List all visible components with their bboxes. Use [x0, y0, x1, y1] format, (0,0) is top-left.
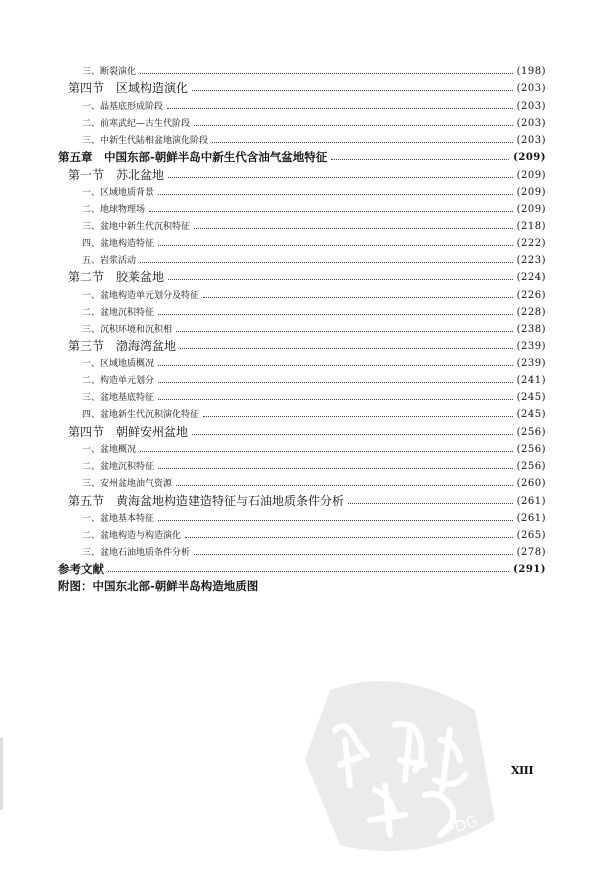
dot-leader: [158, 468, 513, 469]
toc-chapter: [58, 558, 546, 575]
toc-entry-title: 二、盆地沉积特征: [82, 307, 155, 318]
toc-page-number: (261): [516, 512, 546, 524]
toc-entry-title: 二、前寒武纪—古生代阶段: [82, 118, 191, 129]
toc-entry-title: 三、盆地中新生代沉积特征: [82, 221, 191, 232]
dot-leader: [158, 245, 513, 246]
dot-leader: [158, 365, 513, 366]
dot-leader: [185, 537, 513, 538]
toc-page-number: (203): [516, 83, 546, 95]
toc-appendix: 附图：中国东北部-朝鲜半岛构造地质图: [58, 579, 259, 594]
toc-section: [58, 335, 546, 352]
toc-entry-title: 一、晶基底形成阶段: [82, 101, 164, 112]
dot-leader: [348, 503, 513, 504]
toc-entry-title: 四、盆地新生代沉积演化特征: [82, 410, 200, 421]
toc-page-number: (256): [516, 443, 546, 455]
toc-entry-title: 一、区域地质概况: [82, 359, 155, 370]
toc-section: [58, 266, 546, 283]
toc-entry-title: 三、断裂演化: [82, 67, 137, 78]
dot-leader: [158, 194, 513, 195]
toc-item: [58, 369, 546, 386]
table-of-contents: [58, 60, 546, 593]
dot-leader: [176, 485, 513, 486]
toc-entry-title: 第四节 朝鲜安州盆地: [68, 424, 189, 439]
toc-entry-title: 五、岩浆活动: [82, 256, 137, 267]
toc-entry-title: 第一节 苏北盆地: [68, 167, 165, 182]
dot-leader: [140, 451, 513, 452]
toc-entry-title: 第二节 胶莱盆地: [68, 270, 165, 285]
toc-page-number: (209): [516, 203, 546, 215]
toc-page-number: (239): [516, 358, 546, 370]
dot-leader: [192, 434, 513, 435]
library-stamp-watermark: [300, 670, 500, 860]
toc-item: [58, 403, 546, 420]
dot-leader: [192, 90, 513, 91]
toc-page-number: (256): [516, 461, 546, 473]
toc-entry-title: 一、区域地质背景: [82, 187, 155, 198]
toc-section: [58, 163, 546, 180]
page-number: XIII: [511, 764, 533, 777]
dot-leader: [158, 520, 513, 521]
toc-item: [58, 472, 546, 489]
toc-item: [58, 455, 546, 472]
toc-item: [58, 249, 546, 266]
dot-leader: [194, 228, 513, 229]
toc-entry-title: 三、盆地基底特征: [82, 393, 155, 404]
toc-item: [58, 181, 546, 198]
toc-entry-title: 二、盆地构造与构造演化: [82, 530, 182, 541]
dot-leader: [331, 159, 509, 160]
toc-page-number: (261): [516, 495, 546, 507]
toc-item: [58, 318, 546, 335]
dot-leader: [194, 554, 513, 555]
toc-page-number: (223): [516, 255, 546, 267]
toc-item: [58, 129, 546, 146]
toc-page-number: (222): [516, 237, 546, 249]
dot-leader: [203, 297, 513, 298]
dot-leader: [194, 125, 513, 126]
toc-page-number: (203): [516, 134, 546, 146]
toc-item: [58, 352, 546, 369]
dot-leader: [168, 279, 513, 280]
toc-entry-title: 二、地球物理场: [82, 204, 146, 215]
dot-leader: [203, 416, 513, 417]
dot-leader: [158, 314, 513, 315]
toc-section: [58, 420, 546, 437]
dot-leader: [140, 262, 513, 263]
toc-entry-title: 四、盆地构造特征: [82, 238, 155, 249]
dot-leader: [140, 73, 513, 74]
toc-page-number: (209): [516, 169, 546, 181]
toc-page-number: (241): [516, 375, 546, 387]
dot-leader: [158, 382, 513, 383]
toc-section: [58, 489, 546, 506]
toc-entry-title: 二、盆地沉积特征: [82, 462, 155, 473]
dot-leader: [167, 108, 513, 109]
toc-page-number: (238): [516, 323, 546, 335]
toc-entry-title: 参考文献: [58, 561, 104, 576]
toc-page-number: (245): [516, 392, 546, 404]
toc-entry-title: 三、安州盆地油气资源: [82, 479, 173, 490]
toc-section: [58, 77, 546, 94]
toc-item: [58, 198, 546, 215]
toc-entry-title: 一、盆地概况: [82, 444, 137, 455]
toc-entry-title: 三、沉积环境和沉积相: [82, 324, 173, 335]
dot-leader: [168, 177, 513, 178]
toc-page-number: (245): [516, 409, 546, 421]
toc-page-number: (224): [516, 272, 546, 284]
toc-page-number: (209): [513, 152, 546, 164]
toc-entry-title: 第四节 区域构造演化: [68, 81, 189, 96]
toc-page-number: (265): [516, 529, 546, 541]
toc-page-number: (260): [516, 478, 546, 490]
toc-chapter: [58, 146, 546, 163]
toc-entry-title: 二、构造单元划分: [82, 376, 155, 387]
toc-entry-title: 一、盆地基本特征: [82, 513, 155, 524]
toc-page-number: (291): [513, 564, 546, 576]
toc-item: [58, 60, 546, 77]
toc-entry-title: 三、盆地石油地质条件分析: [82, 547, 191, 558]
toc-item: [58, 524, 546, 541]
toc-entry-title: 三、中新生代陆相盆地演化阶段: [82, 135, 209, 146]
toc-entry-title: 第五节 黄海盆地构造建造特征与石油地质条件分析: [68, 493, 345, 508]
toc-page-number: (239): [516, 341, 546, 353]
toc-page-number: (218): [516, 220, 546, 232]
toc-item: [58, 301, 546, 318]
toc-item: [58, 94, 546, 111]
toc-item: [58, 541, 546, 558]
toc-page-number: (203): [516, 117, 546, 129]
toc-page-number: (256): [516, 426, 546, 438]
dot-leader: [108, 571, 509, 572]
dot-leader: [212, 142, 513, 143]
toc-item: [58, 232, 546, 249]
dot-leader: [158, 399, 513, 400]
dot-leader: [149, 211, 513, 212]
toc-item: [58, 283, 546, 300]
toc-page-number: (278): [516, 546, 546, 558]
margin-mark: [0, 738, 3, 810]
toc-page-number: (226): [516, 289, 546, 301]
toc-entry-title: 第三节 渤海湾盆地: [68, 339, 177, 354]
stamp-text: PDG: [443, 811, 480, 839]
toc-item: [58, 507, 546, 524]
dot-leader: [176, 331, 513, 332]
toc-page-number: (209): [516, 186, 546, 198]
toc-entry-title: 第五章 中国东部-朝鲜半岛中新生代含油气盆地特征: [58, 149, 328, 164]
toc-page-number: (198): [516, 66, 546, 78]
toc-item: [58, 438, 546, 455]
toc-entry-title: 一、盆地构造单元划分及特征: [82, 290, 200, 301]
toc-item: [58, 386, 546, 403]
toc-page-number: (228): [516, 306, 546, 318]
toc-page-number: (203): [516, 100, 546, 112]
toc-item: [58, 215, 546, 232]
toc-item: [58, 112, 546, 129]
dot-leader: [180, 348, 513, 349]
